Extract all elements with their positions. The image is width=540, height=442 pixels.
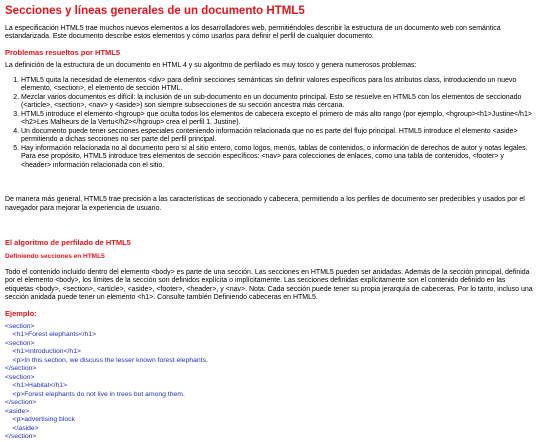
code-example [5,323,534,442]
example-heading: Ejemplo: [5,308,37,318]
code-line: </section> [5,433,37,441]
problems-intro: La definición de la estructura de un documento en HTML 4 y su algoritmo de perfilado es muy tosco y genera numerosos problemas: [5,62,417,69]
summary-paragraph: De manera más general, HTML5 trae precisión a las características de seccionado y cabecera, permitiendo a los perfiles de documento ser predecibles y usados por el navegador para mejorar la experiencia de usuario. [5,196,525,212]
page-title: Secciones y líneas generales de un documento HTML5 [5,5,305,17]
code-line: <h1>Introduction</h1> [5,348,81,356]
list-item: 1. HTML5 quita la necesidad de elementos <div> para definir secciones semánticas sin definir valores específicos para los atributos class, introduciendo un nuevo elemento, <section>, el elemento de sección HTML. [21,77,534,94]
code-line: <p>Forest elephants do not live in trees but among them. [5,390,185,398]
code-line: <section> [5,339,35,347]
code-line: <h1>Forest elephants</h1> [5,331,97,339]
algorithm-heading: El algoritmo de perfilado de HTML5 [5,238,131,248]
code-line: </section> [5,365,37,373]
list-item: 4. Un documento puede tener secciones especiales conteniendo información relacionada que no es parte del flujo principal. HTML5 introduce el elemento <aside> permitiendo a dichas secciones no ser parte del perfil principal. [21,128,534,145]
code-line: <p>In this section, we discuss the lesser known forest elephants. [5,356,208,364]
spacer [5,178,534,196]
list-item: 5. Hay información relacionada no al documento pero sí al sitio entero, como logos, menús, tablas de contenidos, o información de derechos de autor y notas legales. Para ese propósito, HTML5 introduce tres elementos de sección específicos: <nav> para colecciones de enlaces, como una tabla de contenidos, <footer> y <header> información relacionada con el sitio. [21,145,534,171]
code-line: <aside> [5,407,30,415]
list-item: 3. HTML5 introduce el elemento <hgroup> que oculta todos los elementos de cabecera excepto el primero de más alto rango (por ejemplo, <hgroup><h1>Justine</h1><h2>Les Malheurs de la Vertu</h2></hgroup> crea el perfil 1. Justine). [21,111,534,128]
sections-paragraph: Todo el contenido incluido dentro del elemento <body> es parte de una sección. Las secciones en HTML5 pueden ser anidadas. Además de la sección principal, definida por el elemento <body>, los límites de la sección son definidos explícita o implícitamente. Las secciones definidas explícitamente son el contenido definido en las etiquetas <body>, <section>, <article>, <aside>, <footer>, <header>, y <nav>. Nota: Cada sección puede tener su propia jerarquía de cabeceras. Por lo tanto, incluso una sección anidada puede tener un elemento <h1>. Consulte también Definiendo cabeceras en HTML5. [5,268,533,302]
code-line: <section> [5,322,35,330]
code-line: </aside> [5,424,39,432]
code-line: </section> [5,399,37,407]
spacer [5,219,534,232]
code-line: <h1>Habitat</h1> [5,382,67,390]
sections-subheading: Definiendo secciones en HTML5 [5,252,105,260]
intro-paragraph: La especificación HTML5 trae muchos nuevos elementos a los desarrolladores web, permitiéndoles describir la estructura de un documento web con semántica estandarizada. Este documento describe estos elementos y cómo usarlos para definir el perfil de cualquier documento. [5,24,501,41]
list-item: 2. Mezclar varios documentos es difícil: la inclusión de un sub-documento en un documento principal. Esto se resuelve en HTML5 con los elementos de seccionado (<article>, <section>, <nav> y <aside>) son siempre subsecciones de su sección ancestra más cercana. [21,94,534,111]
problems-heading: Problemas resueltos por HTML5 [5,47,121,57]
problems-list [5,77,534,171]
code-line: <section> [5,373,35,381]
code-line: <p>advertising block [5,416,75,424]
